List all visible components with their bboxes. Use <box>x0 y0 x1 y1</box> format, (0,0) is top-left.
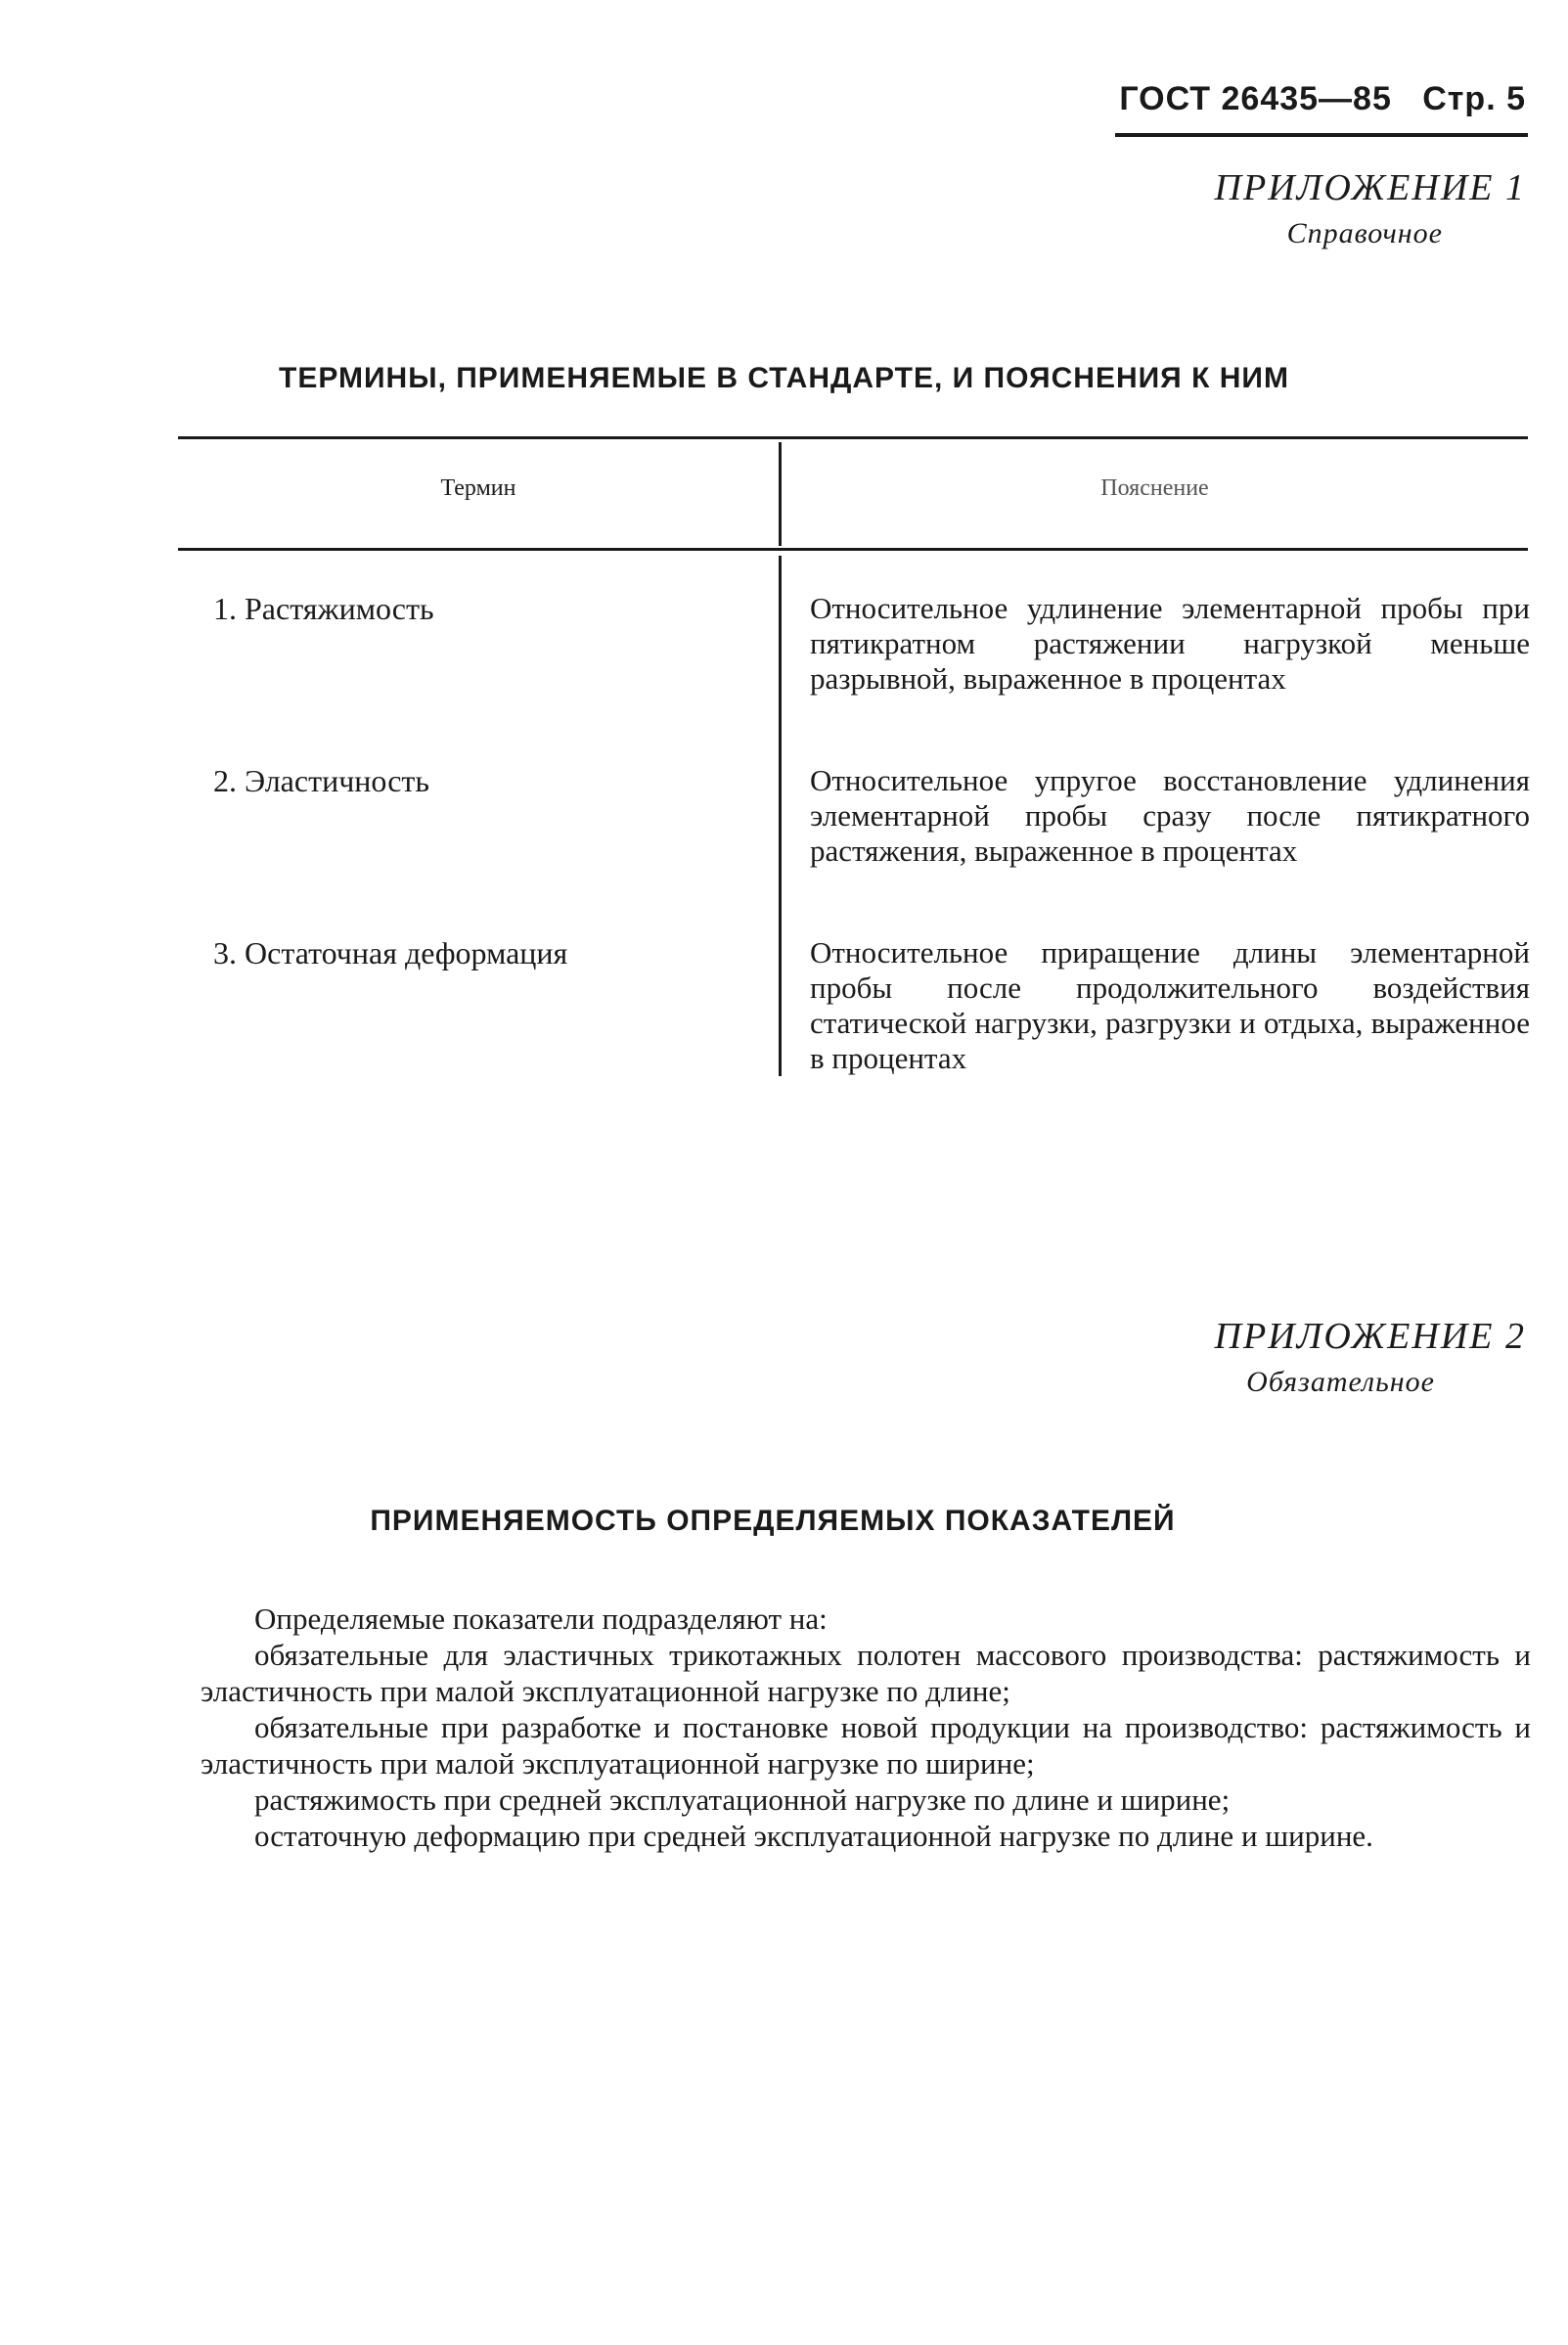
table-body-divider <box>779 556 782 1076</box>
page-header <box>1096 80 1526 118</box>
page-number: Стр. 5 <box>1422 80 1526 117</box>
appendix-1-title: ПРИЛОЖЕНИЕ 1 <box>1214 167 1526 208</box>
column-header-explanation: Пояснение <box>1100 475 1209 501</box>
paragraph: остаточную деформацию при средней эксплуатационной нагрузке по длине и ширине. <box>254 1819 1373 1853</box>
paragraph: растяжимость при средней эксплуатационной нагрузке по длине и ширине; <box>254 1782 1231 1817</box>
table-row-explanation: Относительное приращение длины элементарной пробы после продолжительного воздействия статической нагрузки, разгрузки и отдыха, выраженное в процентах <box>810 935 1530 1075</box>
paragraph: Определяемые показатели подразделяют на: <box>254 1601 828 1636</box>
table-header-rule <box>178 548 1528 551</box>
table-row-term: 3. Остаточная деформация <box>213 935 568 970</box>
appendix-2-section-title: ПРИМЕНЯЕМОСТЬ ОПРЕДЕЛЯЕМЫХ ПОКАЗАТЕЛЕЙ <box>370 1505 1176 1537</box>
table-row-term: 2. Эластичность <box>213 763 429 798</box>
column-header-term: Термин <box>440 475 516 501</box>
appendix-2-subtitle: Обязательное <box>1246 1366 1435 1398</box>
header-underline <box>1115 133 1528 137</box>
paragraph: обязательные при разработке и постановке новой продукции на производство: растяжимость и эластичность при малой эксплуатационной нагрузке по ширине; <box>201 1710 1531 1781</box>
appendix-1-subtitle: Справочное <box>1286 217 1443 249</box>
applicability-text <box>201 1601 1531 1854</box>
appendix-2-title: ПРИЛОЖЕНИЕ 2 <box>1214 1316 1526 1357</box>
document-number: ГОСТ 26435—85 <box>1119 80 1392 117</box>
table-row-term: 1. Растяжимость <box>213 591 434 626</box>
paragraph: обязательные для эластичных трикотажных полотен массового производства: растяжимость и эластичность при малой эксплуатационной нагрузке по длине; <box>201 1638 1531 1708</box>
table-top-rule <box>178 436 1528 439</box>
appendix-1-section-title: ТЕРМИНЫ, ПРИМЕНЯЕМЫЕ В СТАНДАРТЕ, И ПОЯСНЕНИЯ К НИМ <box>279 362 1289 394</box>
table-row-explanation: Относительное удлинение элементарной пробы при пятикратном растяжении нагрузкой меньше разрывной, выраженное в процентах <box>810 591 1530 696</box>
table-row-explanation: Относительное упругое восстановление удлинения элементарной пробы сразу после пятикратного растяжения, выраженное в процентах <box>810 763 1530 868</box>
